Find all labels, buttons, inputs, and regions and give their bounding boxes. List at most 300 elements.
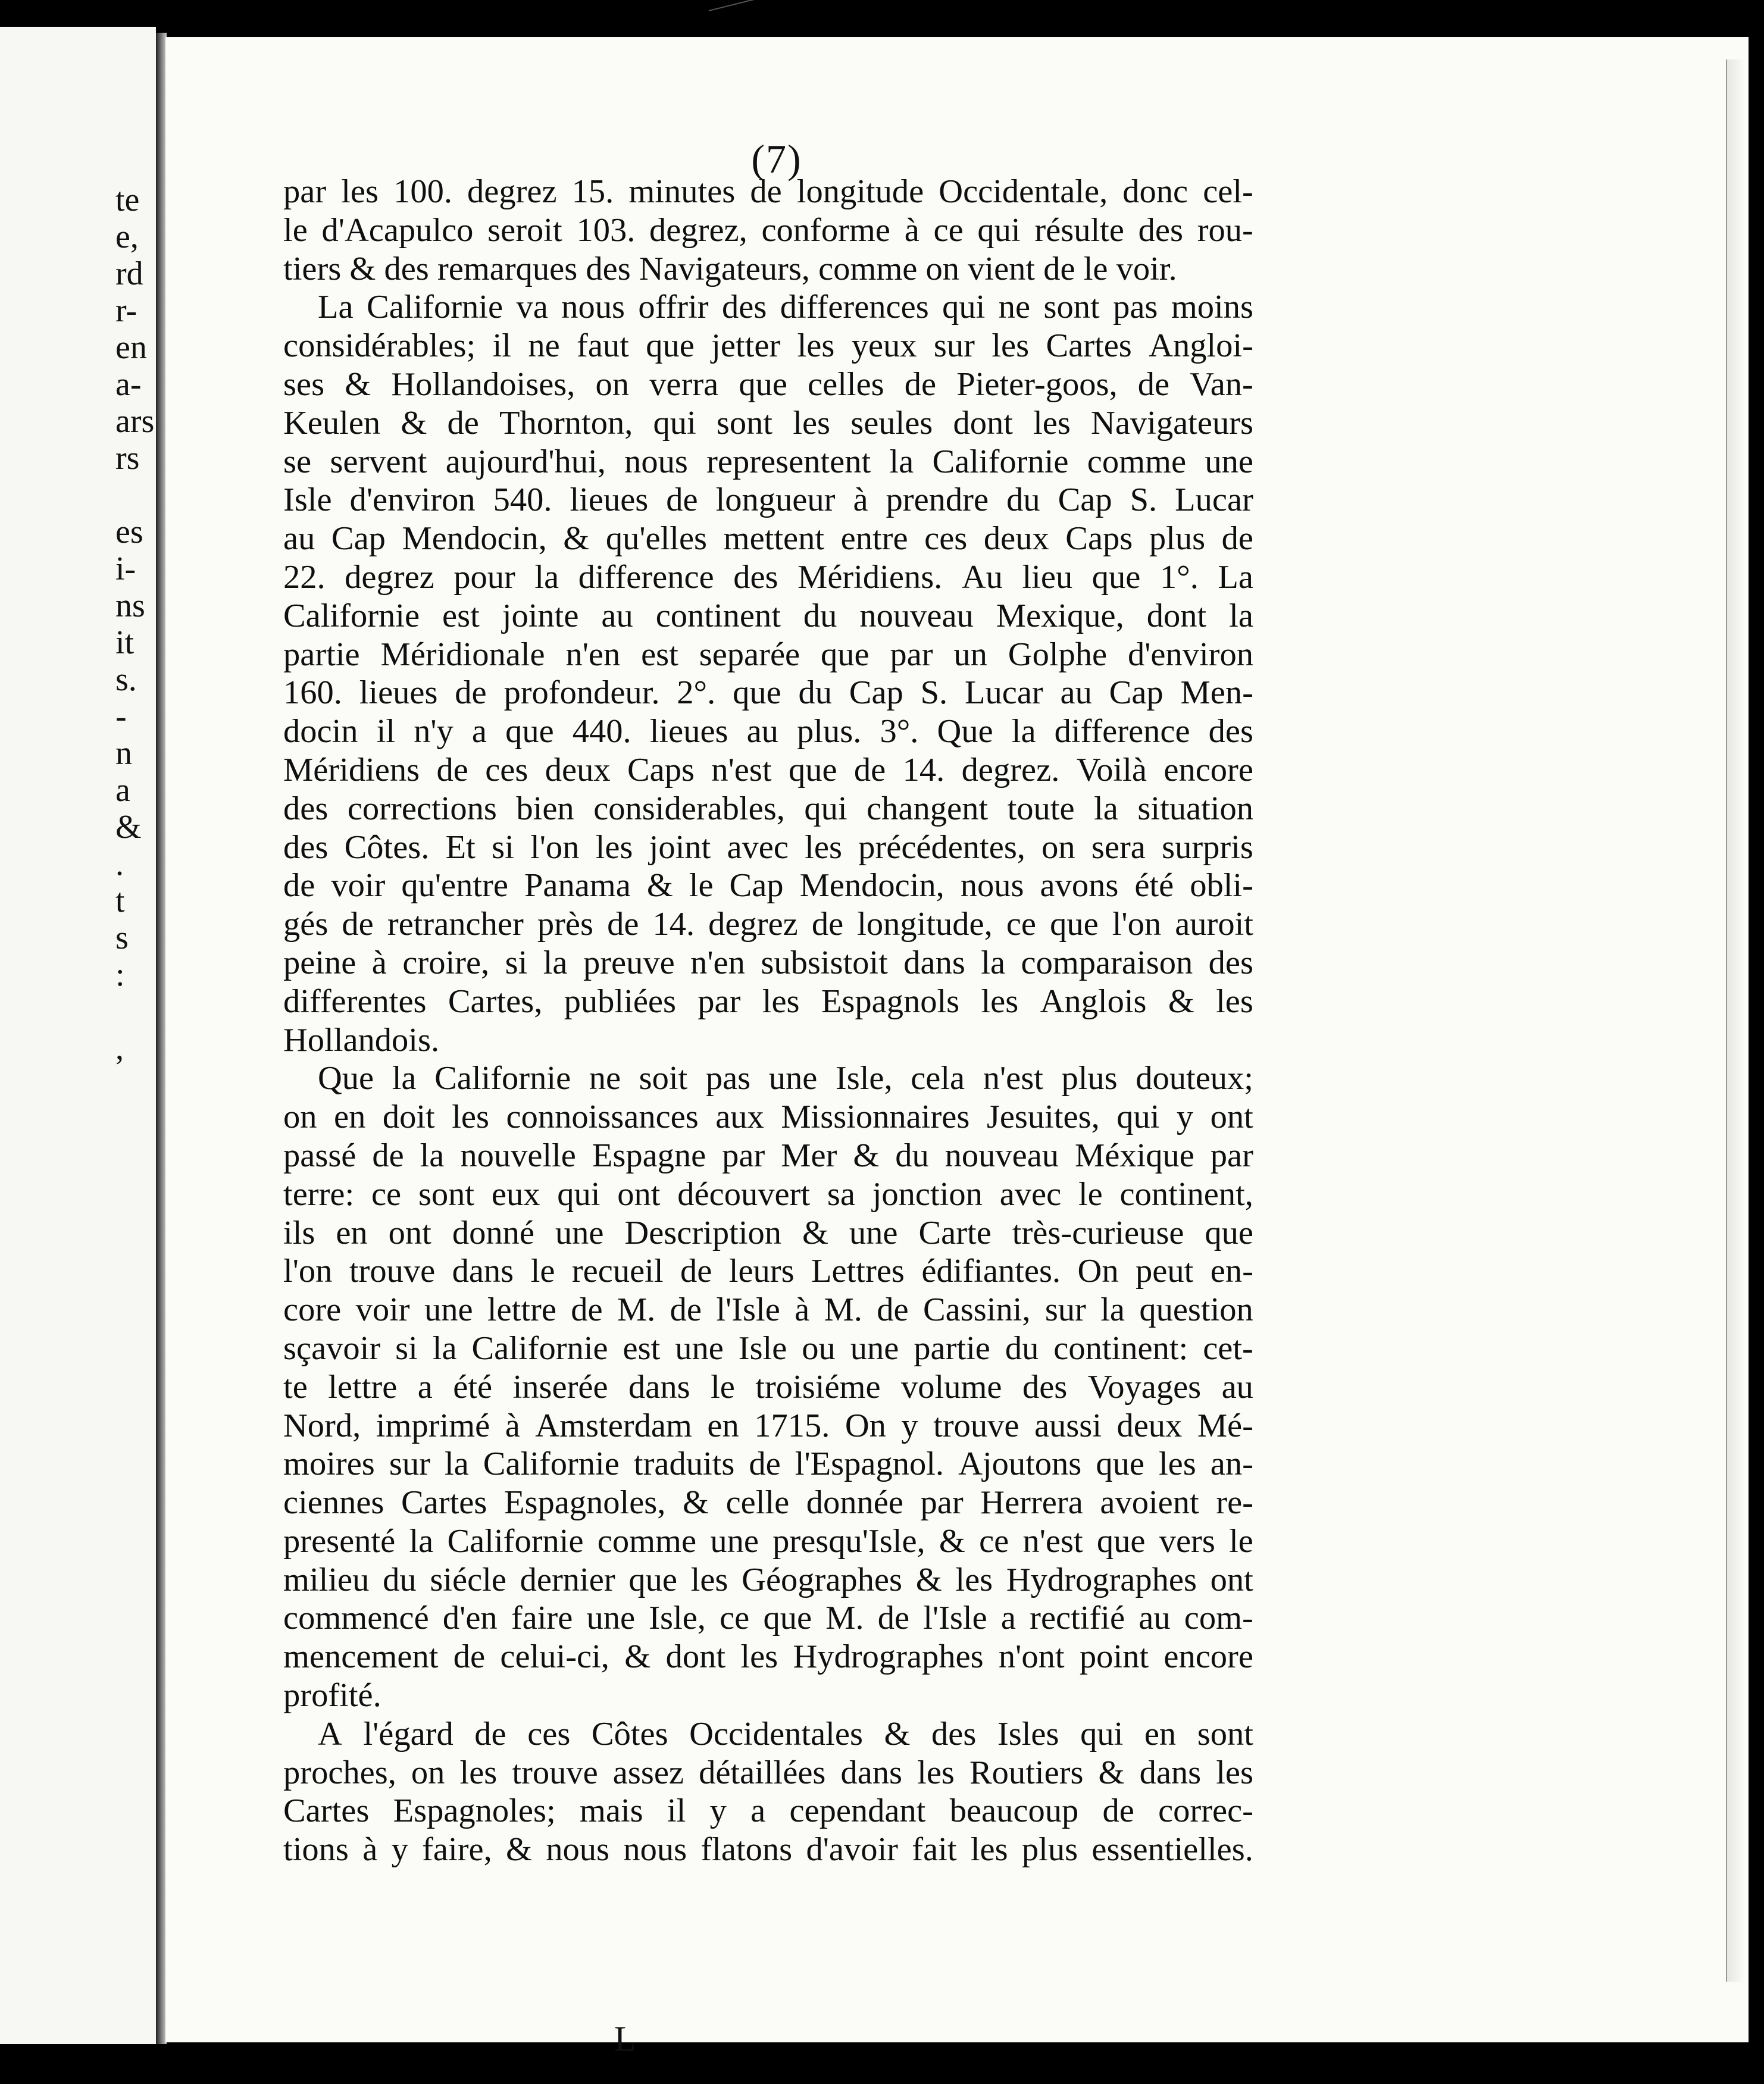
word: Herrera [980,1484,1083,1522]
word: n'y [414,713,453,750]
word: nous [960,867,1024,905]
word: dernier [520,1561,615,1598]
word: les [992,327,1030,365]
word: du [1005,1329,1039,1367]
word: au [1060,674,1092,712]
word: nous [546,1831,610,1869]
word: il [667,1792,686,1830]
word: prendre [886,481,989,519]
word: soit [639,1060,688,1097]
word: ce [1006,906,1036,943]
word: subsistoit [761,944,888,981]
word: auroit [1175,906,1253,943]
word: longitude [796,173,924,210]
word: toute [1007,790,1075,827]
text-line [283,1715,1253,1754]
word: Mé- [1197,1407,1253,1444]
word: les [793,404,831,442]
word: une [768,1060,818,1097]
text-line [283,404,1253,443]
word: ce [720,1600,750,1637]
page-edge [1726,60,1744,1982]
word: plus. [797,713,862,750]
word: M. [617,1291,656,1329]
text-line [283,712,1253,751]
word: continent [655,597,781,634]
word: a [750,1792,766,1830]
word: Routiers [969,1754,1084,1791]
word: que [733,674,781,712]
word: gés [283,906,329,943]
word: considérables; [283,327,476,365]
word: au [1221,1368,1253,1406]
word: les [1216,982,1253,1020]
text-line [283,327,1253,365]
word: Mendocin, [402,520,547,558]
word: le [1229,1522,1253,1560]
word: les [1158,1445,1196,1483]
word: avoient [1100,1484,1199,1522]
text-line [283,790,1253,828]
word: Méridionale [380,636,545,673]
word: sur [933,327,975,365]
word: y [391,1831,408,1869]
word: il [376,713,396,750]
word: Hydrographes [793,1638,984,1676]
word: Angloi- [1149,327,1253,365]
word: la [444,1445,469,1483]
word: de [877,1291,909,1329]
word: à [505,1407,520,1444]
body-text [283,173,1253,1869]
word: au [1139,1600,1171,1637]
word: dont [665,1638,726,1676]
word: été [453,1368,493,1406]
word: trouve [512,1754,598,1791]
word: Californie [471,1329,608,1367]
word: La [318,289,354,326]
word: Hydrographes [1006,1561,1197,1598]
word: pas [1113,289,1158,326]
word: la [981,944,1006,981]
word: une [555,1214,604,1251]
word: seules [850,404,933,442]
word: & [884,1715,911,1753]
word: connoissances [506,1099,699,1136]
word: à [371,944,387,981]
word: comme [1087,443,1187,480]
word: conforme [761,211,890,249]
word: Occidentales [689,1715,863,1753]
word: les [1033,404,1071,442]
word: avec [999,1175,1062,1213]
word: résulte [1034,211,1124,249]
left-page-fragment: rd [115,255,143,292]
word: presqu'Isle, [772,1522,925,1560]
word: ces [527,1715,571,1753]
text-line [283,481,1253,520]
word: la [432,1329,457,1367]
word: des [283,790,329,827]
word: & [853,1137,880,1174]
word: difference [1054,713,1190,750]
word: question [1139,1291,1253,1329]
word: correc- [1158,1792,1253,1830]
word: plus [1061,1060,1118,1097]
word: Isle, [649,1600,706,1637]
word: 15. [571,173,614,210]
word: des [1208,713,1253,750]
word: du [803,597,837,634]
word: trouve [349,1253,436,1290]
word: ciennes [283,1484,384,1522]
word: On [845,1407,886,1444]
word: peine [283,944,356,981]
word: Cap [849,674,903,712]
word: à [795,1291,810,1329]
word: Pieter-goos, [956,365,1118,403]
word: cet- [1203,1329,1253,1367]
word: le [689,867,714,905]
left-page-fragment: & [115,809,142,846]
word: du [798,674,832,712]
word: Et [445,828,476,866]
word: l'on [1112,906,1162,943]
left-page-fragment: e, [115,218,139,255]
word: de [749,1445,781,1483]
word: partie [283,636,360,673]
left-page-fragment: . [115,846,124,883]
word: que [1050,906,1099,943]
word: corrections [347,790,497,827]
word: a [471,713,487,750]
word: continent, [1119,1175,1253,1213]
word: qui [942,289,986,326]
word: peut [1136,1253,1194,1290]
left-page-fragment: - [115,698,127,735]
word: la [1229,597,1253,634]
word: Hollandois. [283,1021,440,1059]
word: sont [1197,1715,1253,1753]
word: la [392,1060,417,1097]
text-line [283,944,1253,982]
word: se [283,443,312,480]
word: imprimé [376,1407,490,1444]
word: faut [577,327,629,365]
word: n'est [1022,1522,1083,1560]
word: sera [1091,828,1146,866]
word: des [384,250,437,287]
word: comparaison [1021,944,1193,981]
word: lieues [359,674,438,712]
word: si [492,828,514,866]
word: qu'elles [605,520,708,558]
word: 1°. [1159,558,1199,596]
word: sont [716,404,773,442]
word: les [981,982,1019,1020]
word: 14. [902,751,945,788]
word: cependant [789,1792,926,1830]
word: que [1096,1445,1144,1483]
word: traduits [633,1445,735,1483]
word: offrir [638,289,709,326]
word: lettre [328,1368,398,1406]
word: est [623,1329,661,1367]
word: representent [706,443,871,480]
word: que [646,327,695,365]
left-page-text-fragments [115,182,155,1067]
text-line [283,1522,1253,1561]
word: par [722,1137,765,1174]
text-line [283,1599,1253,1638]
word: point [1079,1638,1149,1676]
text-line [283,905,1253,944]
word: Californie [434,1060,571,1097]
word: Cap [1109,674,1164,712]
word: Ajoutons [958,1445,1082,1483]
left-page-fragment [115,477,151,514]
word: au [601,597,633,634]
word: On [1077,1253,1119,1290]
word: l'Isle [716,1291,780,1329]
word: on [595,365,630,403]
word: celle [725,1484,790,1522]
word: celui-ci, [500,1638,609,1676]
word: le [283,211,308,249]
word: flatons [700,1831,793,1869]
word: des [1022,1368,1068,1406]
word: que [628,1561,677,1598]
word: en [1144,1715,1177,1753]
word: une [675,1329,724,1367]
word: 14. [652,906,695,943]
word: le [530,1253,555,1290]
word: de [750,173,782,210]
word: Anglois [1040,982,1147,1020]
word: par [920,1484,964,1522]
left-page-fragment: te [115,182,140,218]
word: core [283,1291,342,1329]
word: par [283,173,327,210]
word: lieues [649,713,728,750]
word: Thornton, [499,404,633,442]
word: siécle [430,1561,506,1598]
word: 103. [576,211,636,249]
word: degrez [708,906,798,943]
word: Keulen [283,404,381,442]
word: si [505,944,528,981]
word: & [1168,982,1194,1020]
word: est [641,636,678,673]
text-line [283,173,1253,211]
word: ce [933,211,964,249]
word: donc [1122,173,1188,210]
word: d'environ [1127,636,1253,673]
word: sur [389,1445,430,1483]
word: 1715. [754,1407,830,1444]
word: celles [808,365,884,403]
word: 540. [493,481,552,519]
word: par [698,982,741,1020]
word: Espagnoles, [503,1484,666,1522]
word: Isle, [835,1060,893,1097]
word: d'en [442,1600,498,1637]
word: Mexique, [996,597,1124,634]
word: va [516,289,548,326]
word: degrez [345,558,434,596]
word: Missionnaires [781,1099,970,1136]
text-line [283,1792,1253,1830]
text-line [283,1484,1253,1522]
word: pour [453,558,515,596]
word: Hollandoises, [391,365,576,403]
text-line [283,1830,1253,1869]
word: volume [901,1368,1002,1406]
word: que [505,713,554,750]
word: tiers [283,250,350,287]
word: de [853,751,886,788]
word: encore [1164,1638,1253,1676]
text-line [283,1291,1253,1329]
word: Géographes [742,1561,902,1598]
word: ont [388,1214,431,1251]
word: aujourd'hui, [445,443,606,480]
word: de [436,751,468,788]
text-line [283,1175,1253,1214]
word: les [690,1561,728,1598]
word: n'est [711,751,772,788]
left-page-fragment [115,993,151,1030]
text-line [283,1445,1253,1484]
word: à [853,481,868,519]
text-line [283,1638,1253,1676]
word: précédentes, [858,828,1025,866]
word: par [1210,1137,1253,1174]
word: dans [628,1368,690,1406]
word: été [1134,867,1174,905]
word: les [452,1099,489,1136]
word: degrez [467,173,557,210]
word: nouveau [859,597,974,634]
word: du [1006,481,1040,519]
word: moins [1171,289,1253,326]
word: donné [452,1214,534,1251]
word: dont [1146,597,1207,634]
word: de [571,1291,603,1329]
word: n'en [565,636,621,673]
word: longitude, [857,906,993,943]
word: Men- [1180,674,1253,712]
left-page-fragment: : [115,956,125,993]
word: joint [649,828,711,866]
word: qui [557,1175,600,1213]
word: des [1208,944,1253,981]
word: si [395,1329,418,1367]
word: on [283,1099,317,1136]
word: doit [382,1099,435,1136]
word: ont [617,1175,661,1213]
word: voir [355,1291,410,1329]
word: mencement [283,1638,439,1676]
left-page-fragment: s [115,919,129,956]
word: l'Isle [923,1600,987,1637]
word: partie [914,1329,990,1367]
text-line [283,520,1253,558]
word: considerables, [593,790,785,827]
word: verra [649,365,719,403]
word: nouveau [944,1137,1059,1174]
word: Navigateurs, [639,250,819,287]
word: encore [1164,751,1253,788]
word: Carte [918,1214,992,1251]
text-line [283,558,1253,597]
left-page-fragment: r- [115,292,137,329]
word: la [543,944,568,981]
word: plus [1149,520,1206,558]
word: profité. [283,1677,381,1714]
word: n'en [690,944,745,981]
left-page-fragment: t [115,883,125,919]
text-line [283,1407,1253,1445]
word: tions [283,1831,349,1869]
word: on [411,1754,445,1791]
word: les [341,173,379,210]
word: Californie [932,443,1069,480]
word: Lettres [811,1253,905,1290]
word: un [953,636,987,673]
word: d'environ [349,481,476,519]
word: ce [979,1522,1009,1560]
word: dans [452,1253,514,1290]
word: de [1043,250,1084,287]
word: fait [912,1831,957,1869]
word: l'Espagnol. [795,1445,944,1483]
word: Méridiens. [797,558,943,596]
left-page-fragment: i- [115,550,136,587]
word: qui [1080,1715,1124,1753]
word: Californie [447,1522,584,1560]
word: longueur [715,481,836,519]
word: que [739,365,787,403]
left-page-fragment: rs [115,440,140,477]
text-line [283,1059,1253,1098]
word: a [417,1368,433,1406]
word: de [904,365,937,403]
word: de [877,1600,910,1637]
bottom-mark: L [614,2019,636,2058]
word: de [1102,1792,1134,1830]
word: donnée [806,1484,903,1522]
word: docin [283,713,358,750]
word: Espagne [592,1137,706,1174]
word: presenté [283,1522,396,1560]
word: passé [283,1137,356,1174]
word: Nord, [283,1407,361,1444]
word: leurs [728,1253,795,1290]
word: com- [1184,1600,1253,1637]
word: milieu [283,1561,370,1598]
word: Van- [1190,365,1253,403]
word: Cassini, [922,1291,1031,1329]
word: découvert [677,1175,811,1213]
word: on [1041,828,1075,866]
word: Cartes [1046,327,1132,365]
word: aussi [1034,1407,1102,1444]
word: la [409,1522,434,1560]
word: lettre [487,1291,556,1329]
word: bien [516,790,574,827]
word: que [788,751,837,788]
